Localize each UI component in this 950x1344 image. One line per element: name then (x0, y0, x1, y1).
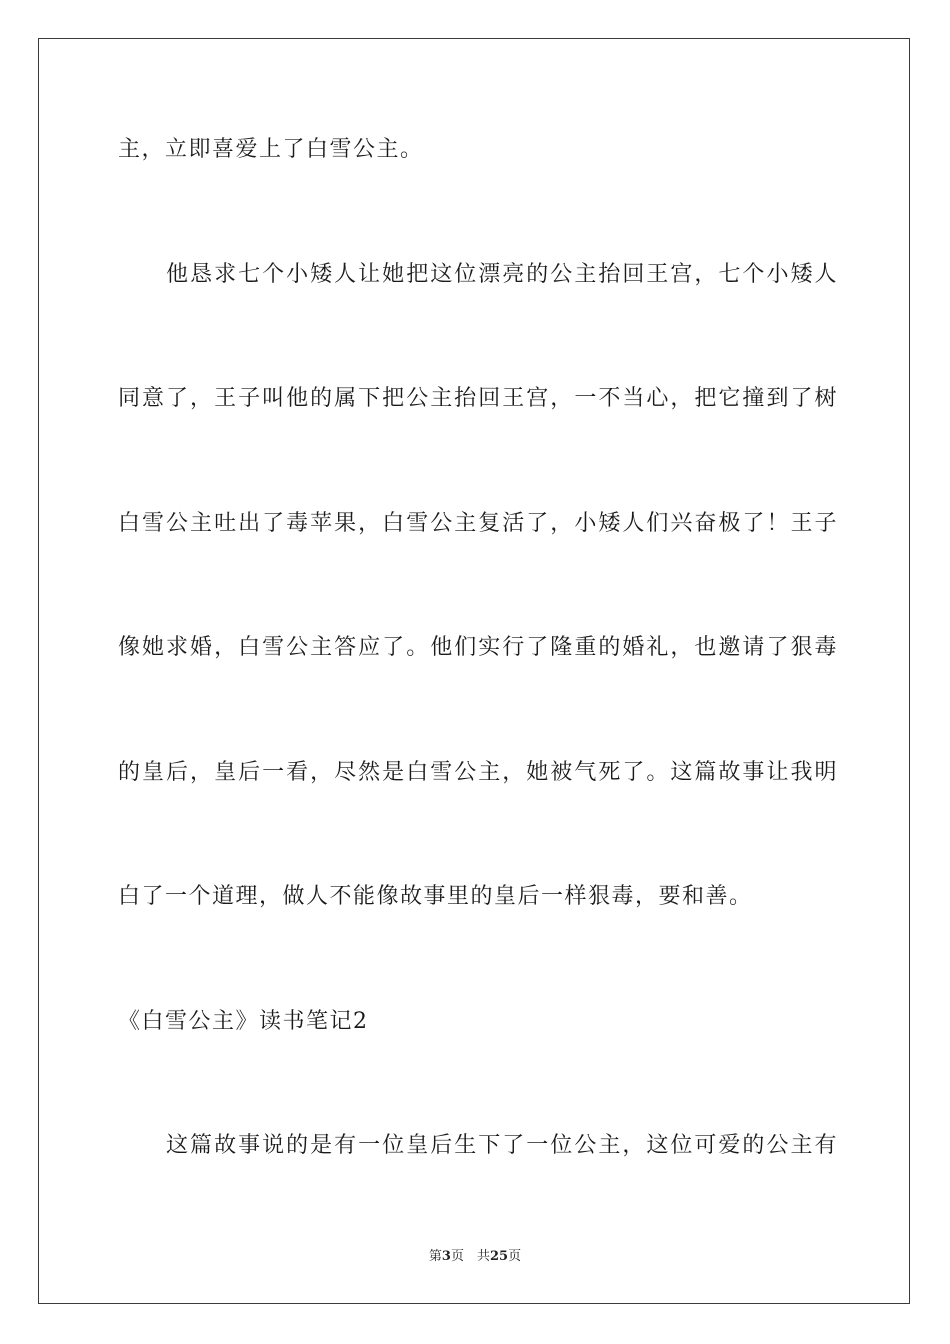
current-page-number: 3 (441, 1249, 451, 1264)
text-line-7: 白了一个道理，做人不能像故事里的皇后一样狠毒，要和善。 (118, 884, 753, 909)
total-page-number: 25 (489, 1249, 509, 1264)
text-line-3: 同意了，王子叫他的属下把公主抬回王宫，一不当心，把它撞到了树 (118, 386, 838, 411)
text-line-4: 白雪公主吐出了毒苹果，白雪公主复活了，小矮人们兴奋极了！王子 (118, 511, 838, 536)
text-line-1: 主，立即喜爱上了白雪公主。 (118, 137, 424, 162)
section-heading: 《白雪公主》读书笔记2 (118, 1009, 369, 1034)
text-line-9: 这篇故事说的是有一位皇后生下了一位公主，这位可爱的公主有 (118, 1133, 838, 1158)
footer-prefix: 第 (428, 1249, 442, 1264)
text-line-6: 的皇后，皇后一看，尽然是白雪公主，她被气死了。这篇故事让我明 (118, 760, 838, 785)
page-border (38, 38, 910, 1304)
footer-middle: 页 共 (450, 1249, 490, 1264)
text-line-2: 他恳求七个小矮人让她把这位漂亮的公主抬回王宫，七个小矮人 (118, 262, 838, 287)
page-footer (0, 1248, 950, 1266)
text-line-5: 像她求婚，白雪公主答应了。他们实行了隆重的婚礼，也邀请了狠毒 (118, 635, 838, 660)
footer-suffix: 页 (508, 1249, 522, 1264)
